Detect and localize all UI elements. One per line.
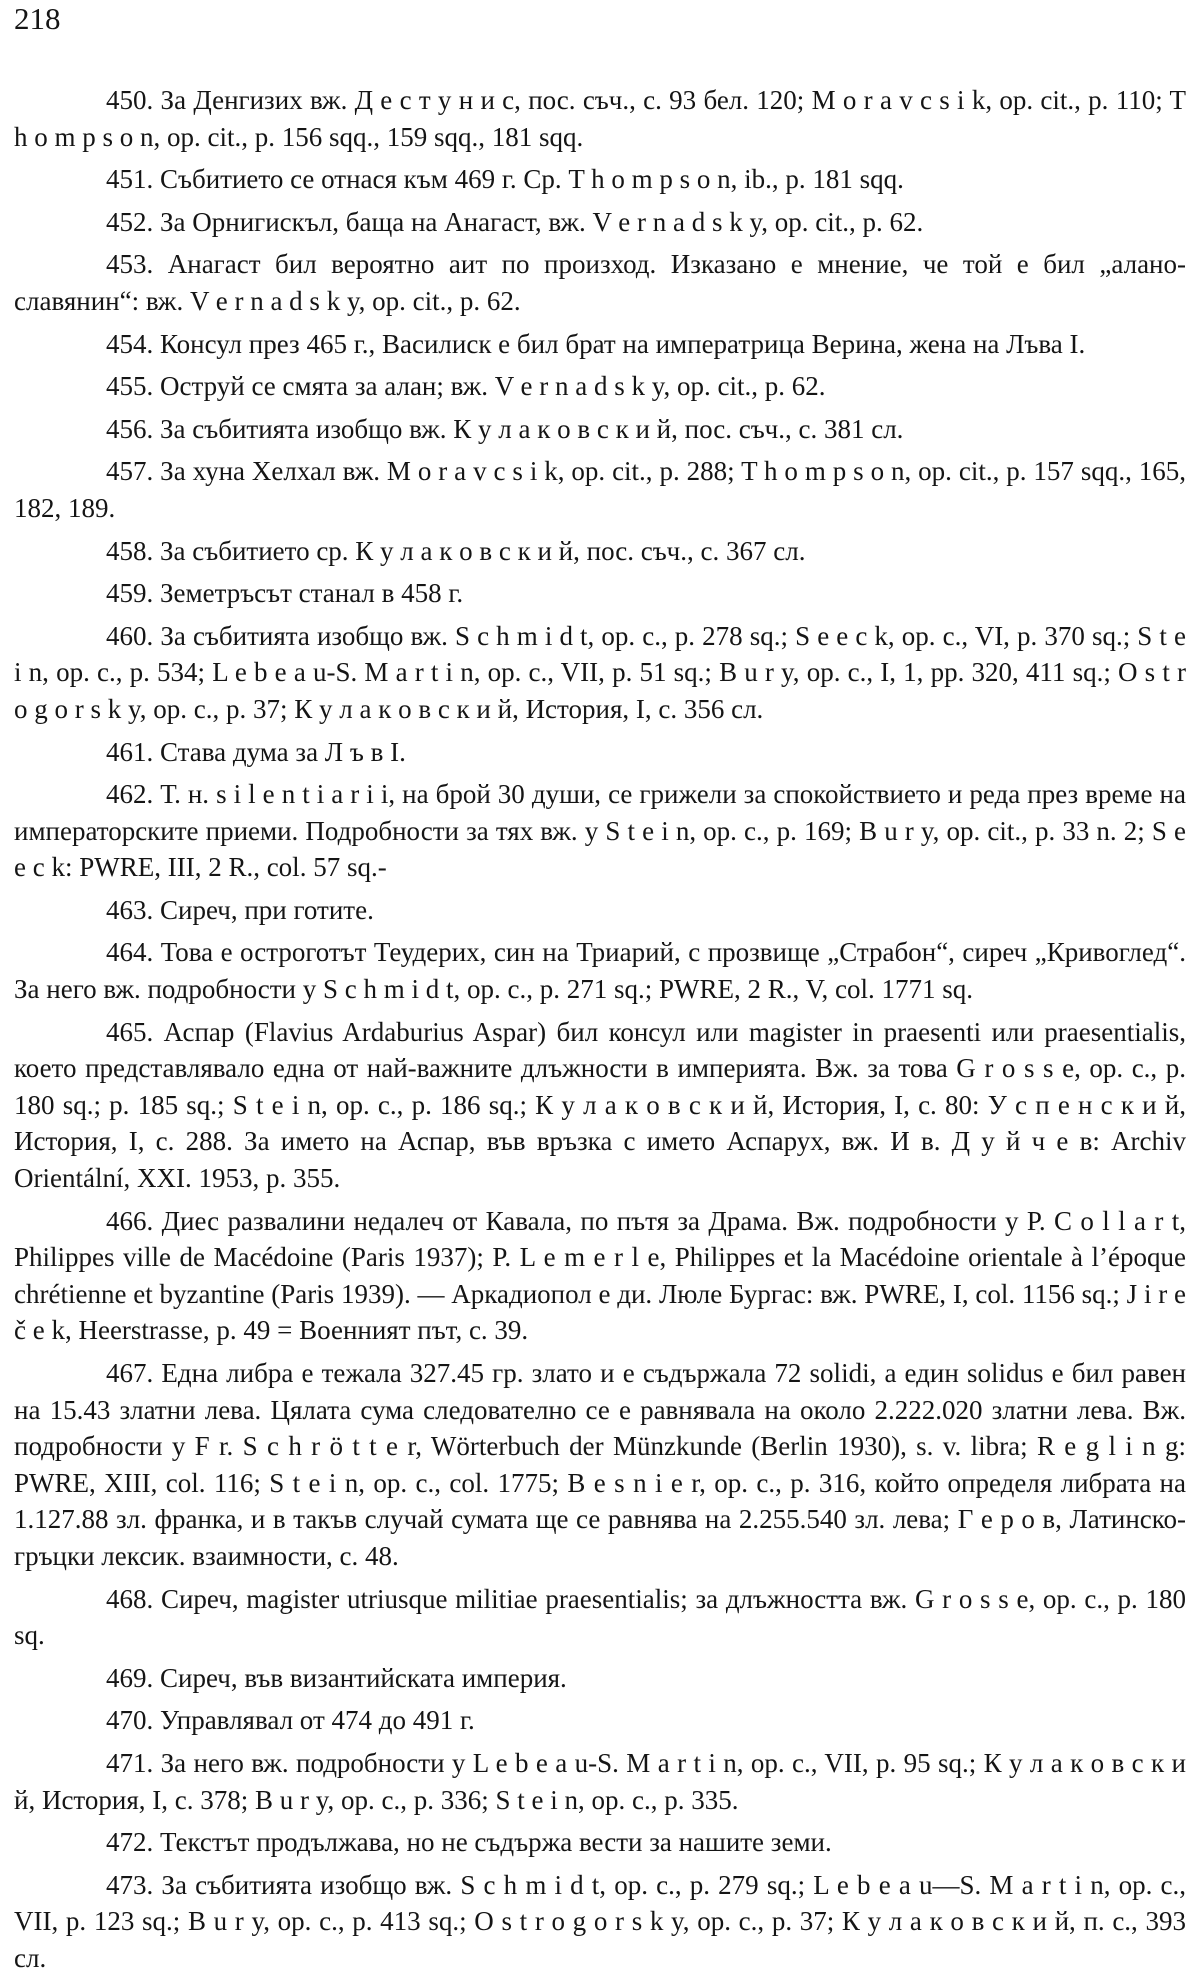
footnote-text: За събитията изобщо вж. S c h m i d t, op. c., p. 279 sq.; L e b e a u—S. M a r t i n, op. c., VII, p. 123 sq.; B u r y, op. c., p. 413 sq.; O s t r o g o r s k y, op. c., p. 37; К у л а к о в с к и й, п. с., 393 сл. <box>14 1869 1187 1973</box>
footnote-number: 468. <box>106 1583 154 1614</box>
footnote-number: 462. <box>106 779 154 810</box>
footnote-468 <box>14 1581 1186 1654</box>
footnote-461 <box>14 734 1186 771</box>
footnote-text: Сиреч, при готите. <box>160 894 374 925</box>
footnote-number: 450. <box>106 85 154 115</box>
footnote-text: Консул през 465 г., Василиск е бил брат на императрица Верина, жена на Лъва I. <box>160 328 1086 359</box>
footnote-463 <box>14 892 1186 929</box>
footnote-450 <box>14 82 1186 155</box>
footnote-473 <box>14 1867 1186 1977</box>
footnote-470 <box>14 1702 1186 1739</box>
page-number: 218 <box>14 1 61 36</box>
footnote-467 <box>14 1355 1186 1575</box>
footnote-number: 464. <box>106 937 154 968</box>
footnote-text: За събитията изобщо вж. К у л а к о в с к и й, пос. съч., с. 381 сл. <box>160 413 904 444</box>
footnote-number: 452. <box>106 206 154 237</box>
footnote-text: Сиреч, magister utriusque militiae praesentialis; за длъжността вж. G r o s s e, op. c., p. 180 sq. <box>14 1583 1187 1651</box>
footnote-454 <box>14 326 1186 363</box>
footnote-453 <box>14 246 1186 319</box>
footnote-text: За събитията изобщо вж. S c h m i d t, op. c., p. 278 sq.; S e e c k, op. c., VI, p. 370 sq.; S t e i n, op. c., p. 534; L e b e a u-S. M a r t i n, op. c., VII, p. 51 sq.; B u r y, op. c., I, 1, pp. 320, 411 sq.; O s t r o g o r s k y, op. c., p. 37; К у л а к о в с к и й, История, I, с. 356 сл. <box>14 620 1186 724</box>
footnote-number: 470. <box>106 1705 154 1736</box>
footnote-472 <box>14 1824 1186 1861</box>
footnote-text: За събитието ср. К у л а к о в с к и й, пос. съч., с. 367 сл. <box>160 535 806 566</box>
footnote-number: 463. <box>106 894 154 925</box>
footnote-471 <box>14 1745 1186 1818</box>
footnote-text: Диес развалини недалеч от Кавала, по пътя за Драма. Вж. подробности у P. C o l l a r t, Philippes ville de Macédoine (Paris 1937); P. L e m e r l e, Philippes et la Macédoine orientale à l’époque chrétienne et byzantine (Paris 1939). — Аркадиопол е ди. Люле Бургас: вж. PWRE, I, col. 1156 sq.; J i r e č e k, Heerstrasse, p. 49 = Военният път, с. 39. <box>14 1205 1187 1346</box>
footnote-number: 461. <box>106 736 154 767</box>
footnote-text: Текстът продължава, но не съдържа вести за нашите земи. <box>160 1827 832 1858</box>
footnote-text: Това е остроготът Теудерих, син на Триарий, с прозвище „Страбон“, сиреч „Кривоглед“. За него вж. подробности у S c h m i d t, op. c., p. 271 sq.; PWRE, 2 R., V, col. 1771 sq. <box>14 937 1187 1005</box>
footnote-number: 465. <box>106 1016 154 1047</box>
footnote-452 <box>14 204 1186 241</box>
footnote-text: За него вж. подробности у L e b e a u-S. M a r t i n, op. c., VII, p. 95 sq.; К у л а к о в с к и й, История, I, с. 378; B u r y, op. c., p. 336; S t e i n, op. c., p. 335. <box>14 1747 1186 1815</box>
footnote-text: За Орнигискъл, баща на Анагаст, вж. V e r n a d s k y, op. cit., p. 62. <box>160 206 924 237</box>
footnote-number: 471. <box>106 1747 154 1778</box>
footnote-text: Става дума за Л ъ в I. <box>160 736 406 767</box>
footnote-464 <box>14 934 1186 1007</box>
footnote-number: 473. <box>106 1869 154 1900</box>
footnote-text: Събитието се отнася към 469 г. Ср. T h o m p s o n, ib., p. 181 sqq. <box>160 164 904 195</box>
footnote-456 <box>14 411 1186 448</box>
footnote-459 <box>14 575 1186 612</box>
footnote-number: 469. <box>106 1662 154 1693</box>
footnote-465 <box>14 1014 1186 1197</box>
footnote-number: 472. <box>106 1827 154 1858</box>
footnote-number: 456. <box>106 413 154 444</box>
footnote-text: Оструй се смята за алан; вж. V e r n a d s k y, op. cit., p. 62. <box>160 371 826 402</box>
footnote-number: 459. <box>106 578 154 609</box>
footnote-457 <box>14 453 1186 526</box>
footnote-text: За хуна Хелхал вж. M o r a v c s i k, op. cit., p. 288; T h o m p s o n, op. cit., p. 157 sqq., 165, 182, 189. <box>14 456 1186 523</box>
footnote-number: 451. <box>106 164 154 195</box>
footnote-text: Една либра е тежала 327.45 гр. злато и е съдържала 72 solidi, а един solidus е бил равен на 15.43 златни лева. Цялата сума следователно се е равнявала на около 2.222.020 златни лева. Вж. подробности у F r. S c h r ö t t e r, Wörterbuch der Münzkunde (Berlin 1930), s. v. libra; R e g l i n g: PWRE, XIII, col. 116; S t e i n, op. c., col. 1775; B e s n i e r, op. c., p. 316, който определя либрата на 1.127.88 зл. франка, и в такъв случай сумата ще се равнява на 2.255.540 зл. лева; Г е р о в, Латинско-гръцки лексик. взаимности, с. 48. <box>14 1358 1186 1571</box>
footnotes-list <box>14 82 1186 1983</box>
footnote-451 <box>14 161 1186 198</box>
footnote-text: Управлявал от 474 до 491 г. <box>160 1705 475 1736</box>
footnote-460 <box>14 618 1186 728</box>
footnote-458 <box>14 533 1186 570</box>
footnote-number: 458. <box>106 535 154 566</box>
footnote-455 <box>14 368 1186 405</box>
footnote-number: 457. <box>106 456 154 487</box>
footnote-text: Т. н. s i l e n t i a r i i, на брой 30 души, се грижели за спокойствието и реда през време на императорските приеми. Подробности за тях вж. у S t e i n, op. c., p. 169; B u r y, op. cit., p. 33 n. 2; S e e c k: PWRE, III, 2 R., col. 57 sq.- <box>14 779 1186 883</box>
footnote-number: 454. <box>106 328 154 359</box>
footnote-469 <box>14 1660 1186 1697</box>
footnote-number: 455. <box>106 371 154 402</box>
footnote-number: 467. <box>106 1358 154 1388</box>
footnote-462 <box>14 776 1186 886</box>
footnote-number: 460. <box>106 620 154 651</box>
footnote-text: Сиреч, във византийската империя. <box>160 1662 567 1693</box>
footnote-text: Анагаст бил вероятно аит по произход. Изказано е мнение, че той е бил „алано-славянин“: вж. V e r n a d s k y, op. cit., p. 62. <box>14 249 1187 316</box>
footnote-number: 466. <box>106 1205 154 1236</box>
footnote-466 <box>14 1203 1186 1349</box>
footnote-text: За Денгизих вж. Д е с т у н и с, пос. съч., с. 93 бел. 120; M o r a v c s i k, op. cit., p. 110; T h o m p s o n, op. cit., p. 156 sqq., 159 sqq., 181 sqq. <box>14 85 1187 152</box>
footnote-text: Земетръсът станал в 458 г. <box>160 578 464 609</box>
footnote-number: 453. <box>106 249 154 280</box>
footnote-text: Аспар (Flavius Ardaburius Aspar) бил консул или magister in praesenti или praesentialis, което представлявало една от най-важните длъжности в империята. Вж. за това G r o s s e, op. c., p. 180 sq.; p. 185 sq.; S t e i n, op. c., p. 186 sq.; К у л а к о в с к и й, История, I, с. 80: У с п е н с к и й, История, I, с. 288. За името на Аспар, във връзка с името Аспарух, вж. И в. Д у й ч е в: Archiv Orientální, XXI. 1953, p. 355. <box>14 1016 1187 1194</box>
